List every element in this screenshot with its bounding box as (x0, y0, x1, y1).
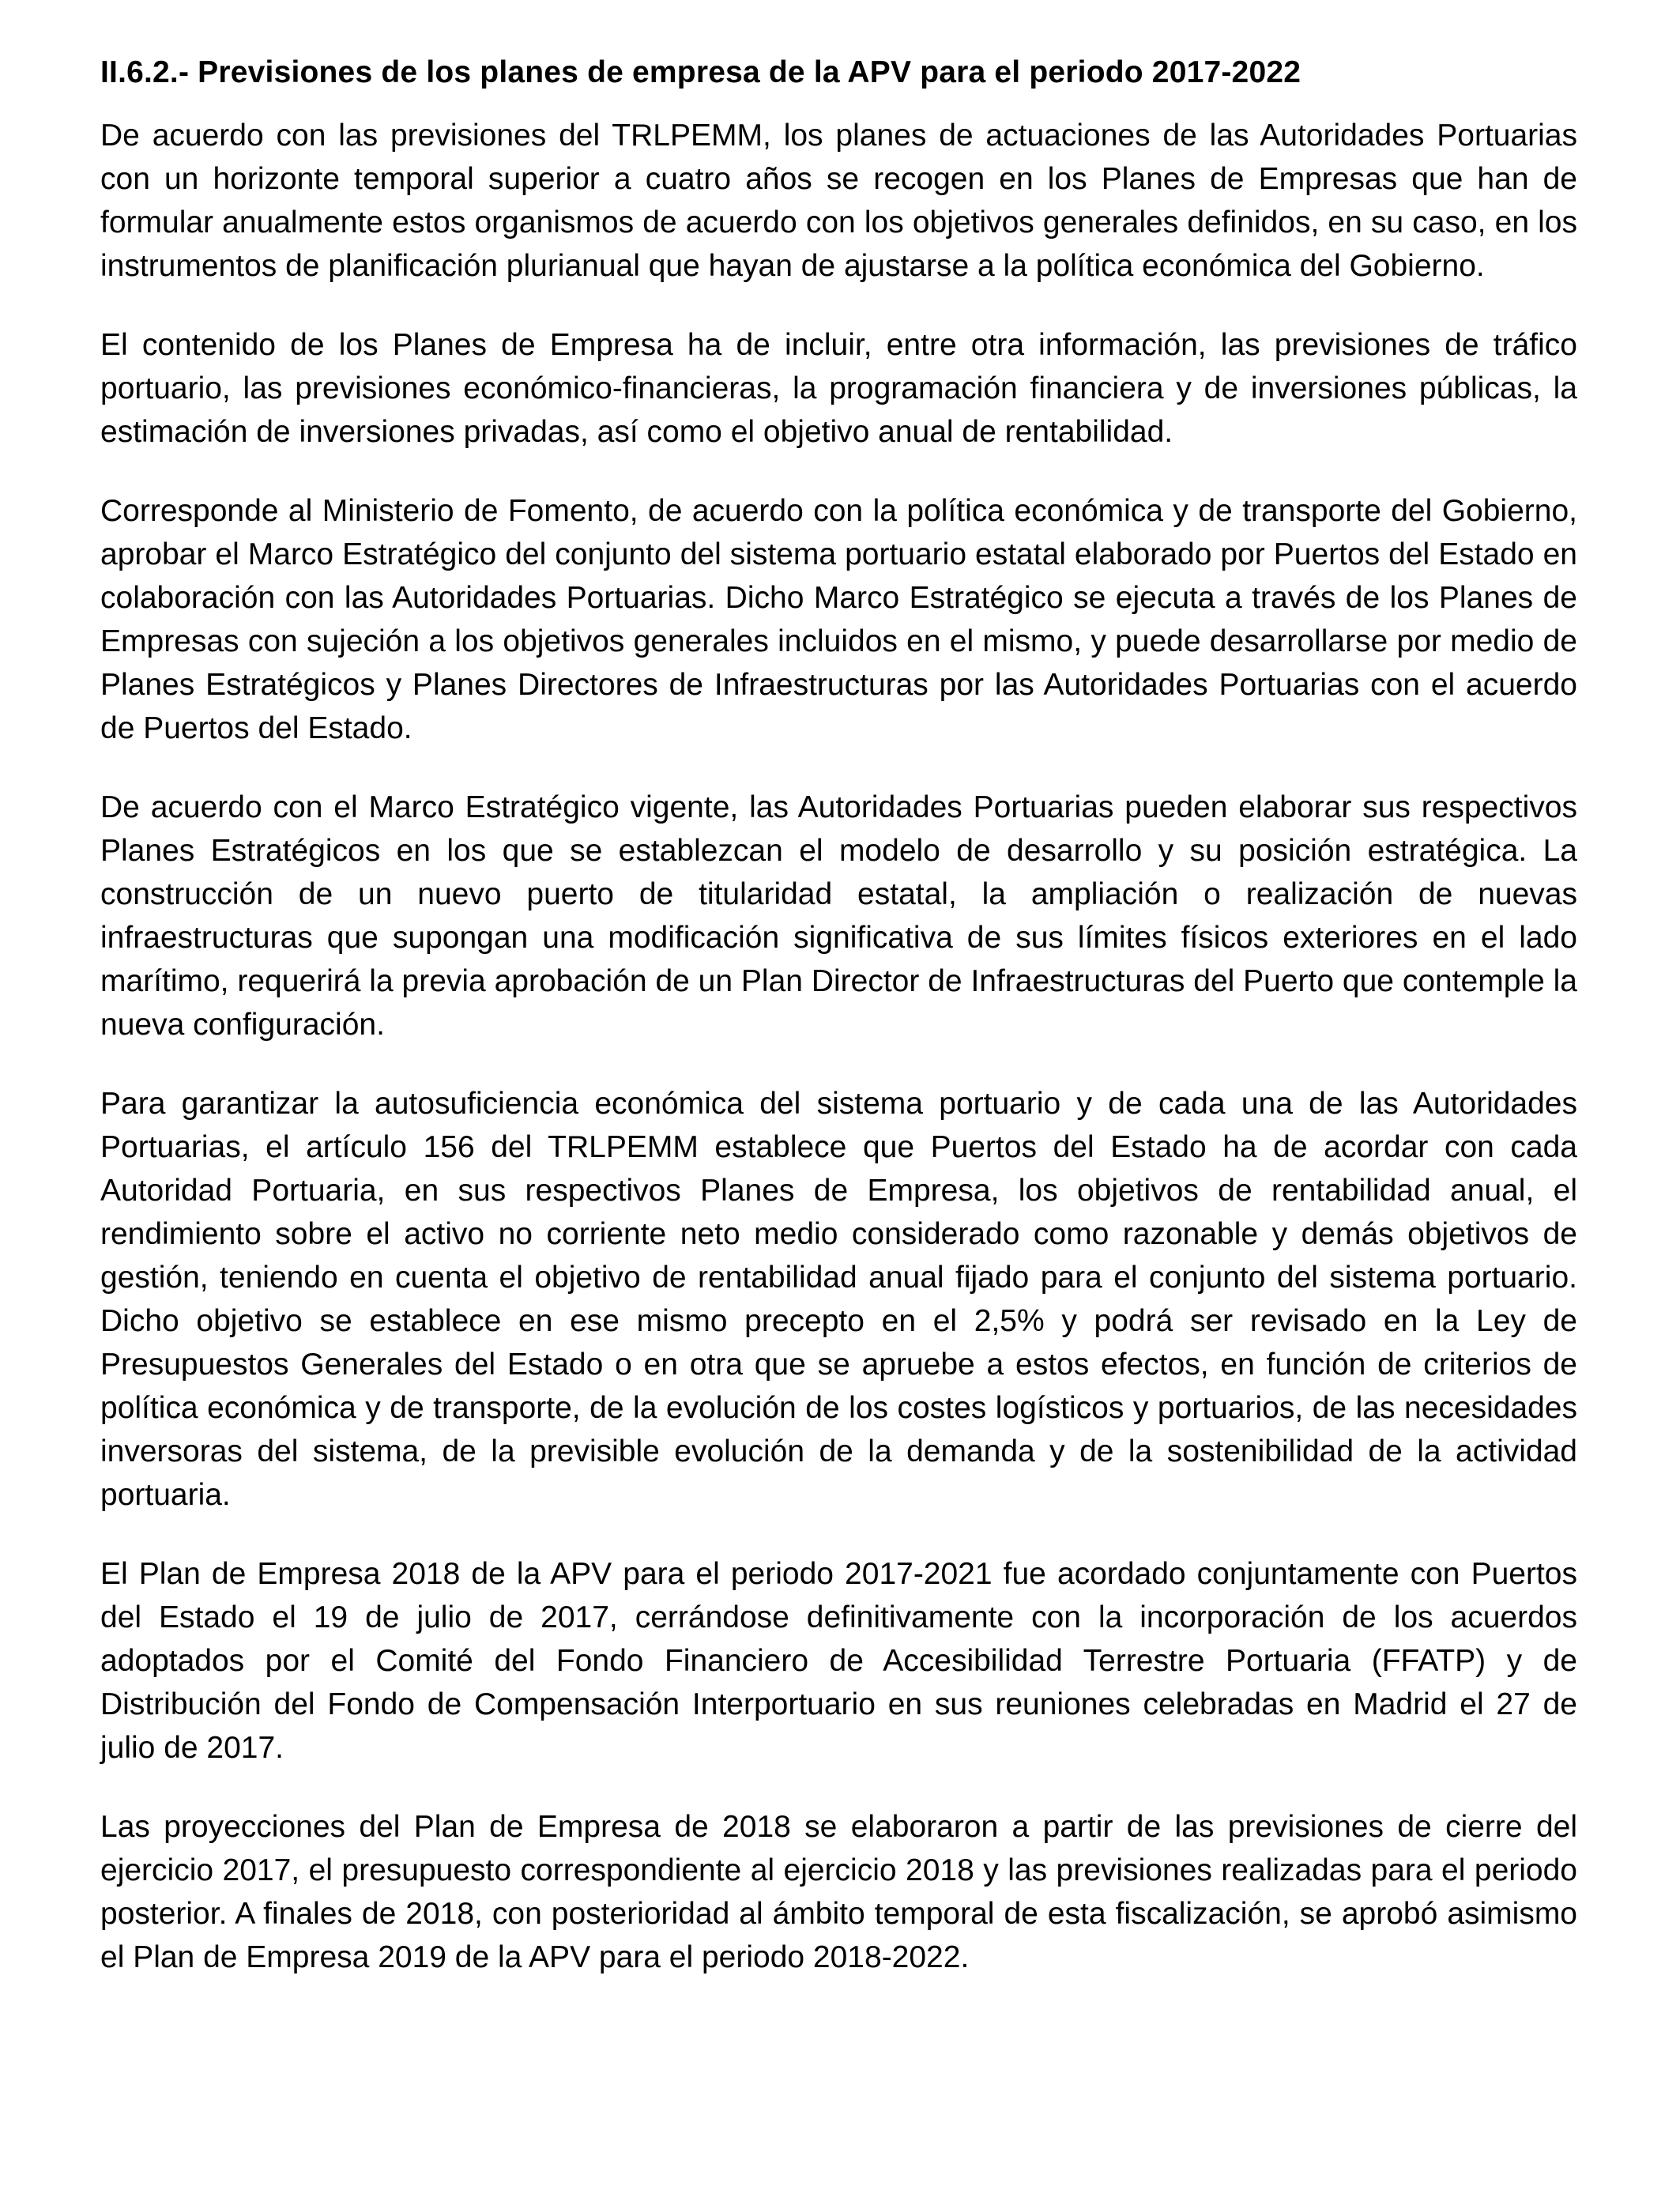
section-heading: II.6.2.- Previsiones de los planes de empresa de la APV para el periodo 2017-2022 (100, 55, 1301, 89)
paragraph-6: El Plan de Empresa 2018 de la APV para el periodo 2017-2021 fue acordado conjuntamente con Puertos del Estado el 19 de julio de 2017, cerrándose definitivamente con la incorporación de los acuerdos adoptados por el Comité del Fondo Financiero de Accesibilidad Terrestre Portuaria (FFATP) y de Distribución del Fondo de Compensación Interportuario en sus reuniones celebradas en Madrid el 27 de julio de 2017. (100, 1557, 1577, 1765)
paragraph-5: Para garantizar la autosuficiencia económica del sistema portuario y de cada una de las Autoridades Portuarias, el artículo 156 del TRLPEMM establece que Puertos del Estado ha de acordar con cada Autoridad Portuaria, en sus respectivos Planes de Empresa, los objetivos de rentabilidad anual, el rendimiento sobre el activo no corriente neto medio considerado como razonable y demás objetivos de gestión, teniendo en cuenta el objetivo de rentabilidad anual fijado para el conjunto del sistema portuario. Dicho objetivo se establece en ese mismo precepto en el 2,5% y podrá ser revisado en la Ley de Presupuestos Generales del Estado o en otra que se apruebe a estos efectos, en función de criterios de política económica y de transporte, de la evolución de los costes logísticos y portuarios, de las necesidades inversoras del sistema, de la previsible evolución de la demanda y de la sostenibilidad de la actividad portuaria. (100, 1087, 1577, 1512)
paragraph-7: Las proyecciones del Plan de Empresa de 2018 se elaboraron a partir de las previsiones de cierre del ejercicio 2017, el presupuesto correspondiente al ejercicio 2018 y las previsiones realizadas para el periodo posterior. A finales de 2018, con posterioridad al ámbito temporal de esta fiscalización, se aprobó asimismo el Plan de Empresa 2019 de la APV para el periodo 2018-2022. (100, 1810, 1577, 1974)
paragraph-2: El contenido de los Planes de Empresa ha de incluir, entre otra información, las previsiones de tráfico portuario, las previsiones económico-financieras, la programación financiera y de inversiones públicas, la estimación de inversiones privadas, así como el objetivo anual de rentabilidad. (100, 328, 1577, 449)
paragraph-4: De acuerdo con el Marco Estratégico vigente, las Autoridades Portuarias pueden elaborar sus respectivos Planes Estratégicos en los que se establezcan el modelo de desarrollo y su posición estratégica. La construcción de un nuevo puerto de titularidad estatal, la ampliación o realización de nuevas infraestructuras que supongan una modificación significativa de sus límites físicos exteriores en el lado marítimo, requerirá la previa aprobación de un Plan Director de Infraestructuras del Puerto que contemple la nueva configuración. (100, 790, 1577, 1042)
document-page (100, 51, 1577, 2015)
paragraph-3: Corresponde al Ministerio de Fomento, de acuerdo con la política económica y de transporte del Gobierno, aprobar el Marco Estratégico del conjunto del sistema portuario estatal elaborado por Puertos del Estado en colaboración con las Autoridades Portuarias. Dicho Marco Estratégico se ejecuta a través de los Planes de Empresas con sujeción a los objetivos generales incluidos en el mismo, y puede desarrollarse por medio de Planes Estratégicos y Planes Directores de Infraestructuras por las Autoridades Portuarias con el acuerdo de Puertos del Estado. (100, 494, 1577, 745)
paragraph-1: De acuerdo con las previsiones del TRLPEMM, los planes de actuaciones de las Autoridades Portuarias con un horizonte temporal superior a cuatro años se recogen en los Planes de Empresas que han de formular anualmente estos organismos de acuerdo con los objetivos generales definidos, en su caso, en los instrumentos de planificación plurianual que hayan de ajustarse a la política económica del Gobierno. (100, 119, 1577, 283)
